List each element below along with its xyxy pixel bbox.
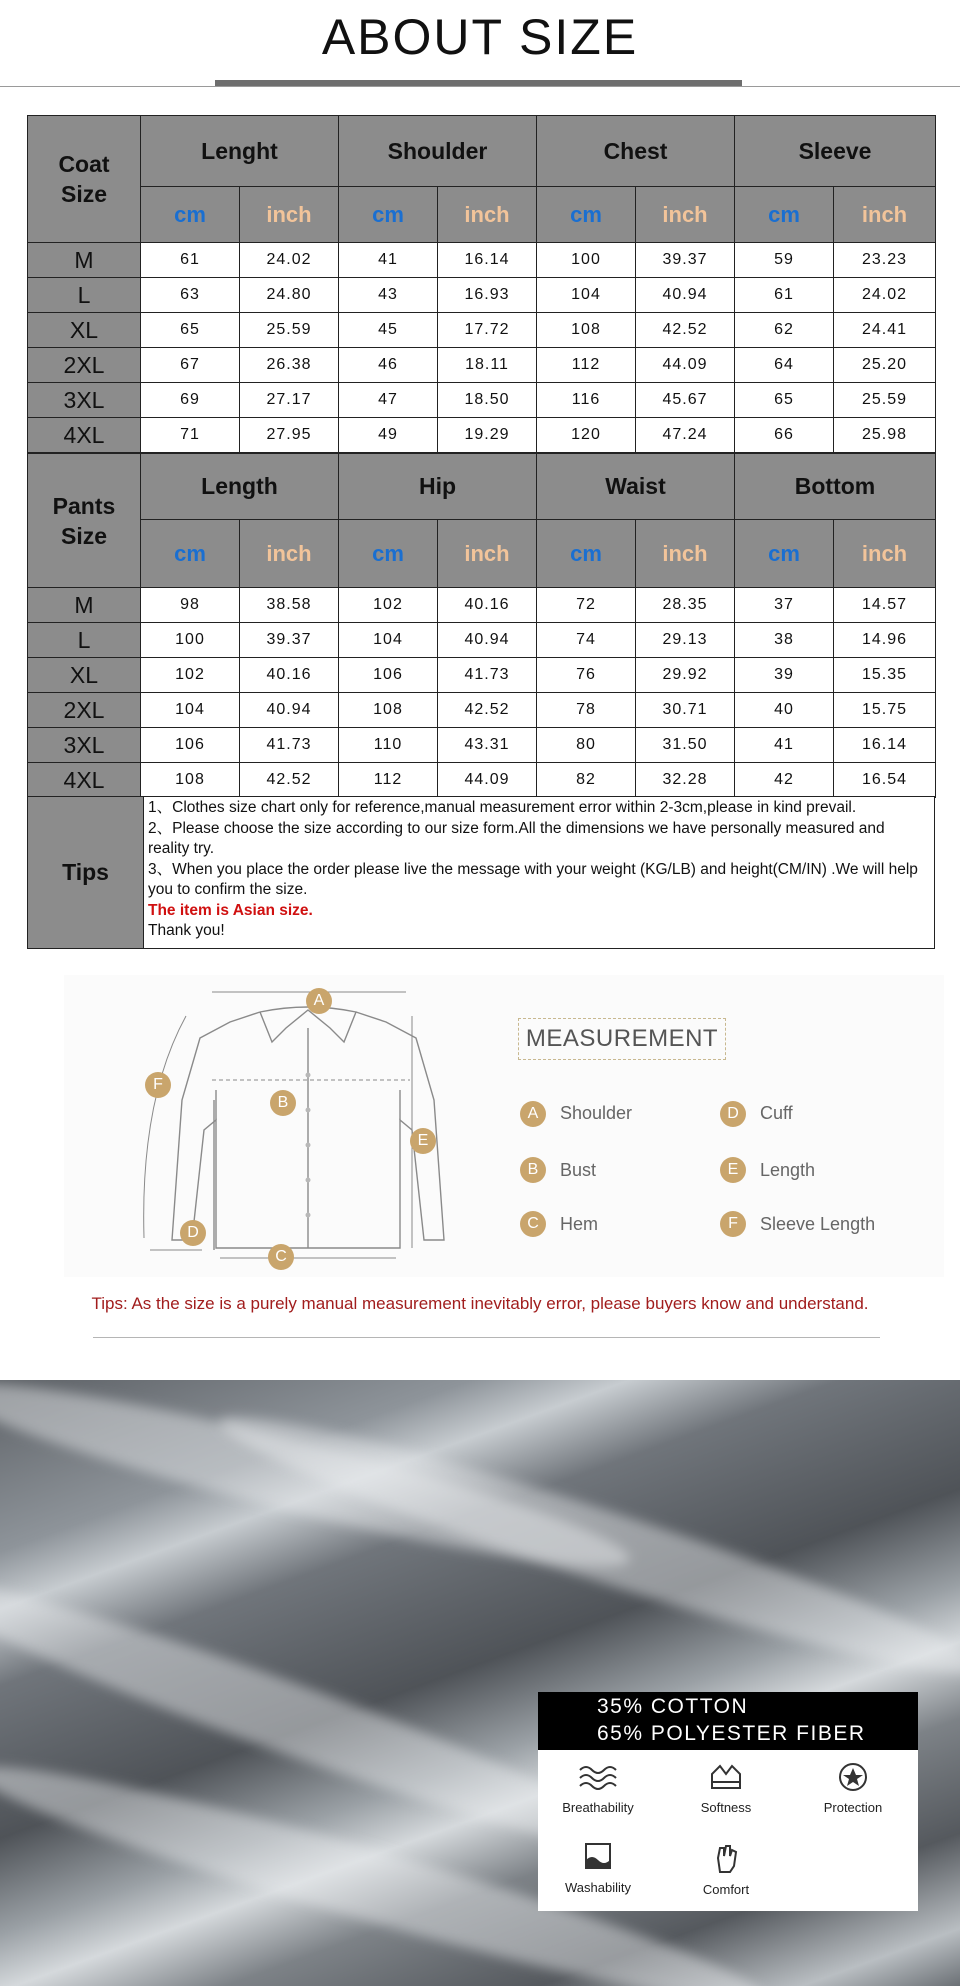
unit-inch: inch: [834, 520, 936, 588]
size-value-cell: 47.24: [636, 418, 735, 453]
material-cotton: 35% COTTON: [597, 1695, 749, 1718]
size-value-cell: 106: [141, 728, 240, 763]
size-value-cell: 74: [537, 623, 636, 658]
unit-cm: cm: [735, 187, 834, 243]
shirt-diagram: [120, 980, 450, 1275]
unit-cm: cm: [339, 187, 438, 243]
tip-line-2: 2、Please choose the size according to our size form.All the dimensions we have personally measured and reality try.: [148, 819, 885, 857]
unit-inch: inch: [240, 187, 339, 243]
feature-comfort: [671, 1844, 781, 1897]
size-value-cell: 80: [537, 728, 636, 763]
size-value-cell: 39.37: [240, 623, 339, 658]
size-value-cell: 24.02: [834, 278, 936, 313]
table-row: [28, 278, 936, 313]
size-value-cell: 14.96: [834, 623, 936, 658]
unit-inch: inch: [438, 187, 537, 243]
size-value-cell: 78: [537, 693, 636, 728]
size-label: 2XL: [28, 693, 141, 728]
legend-label-sleeve-length: Sleeve Length: [760, 1214, 876, 1234]
diagram-badge-f: F: [145, 1072, 171, 1098]
title-divider: [0, 86, 960, 87]
diagram-badge-d: D: [180, 1220, 206, 1246]
size-value-cell: 27.17: [240, 383, 339, 418]
size-value-cell: 45: [339, 313, 438, 348]
size-value-cell: 102: [339, 588, 438, 623]
legend-badge-d: D: [720, 1101, 746, 1127]
size-value-cell: 18.11: [438, 348, 537, 383]
size-value-cell: 16.14: [438, 243, 537, 278]
table-row: [28, 658, 936, 693]
unit-cm: cm: [141, 187, 240, 243]
feature-label: Comfort: [702, 1882, 750, 1897]
size-value-cell: 61: [735, 278, 834, 313]
size-value-cell: 44.09: [438, 763, 537, 798]
feature-washability: [543, 1842, 653, 1895]
size-label: 4XL: [28, 418, 141, 453]
size-value-cell: 24.80: [240, 278, 339, 313]
feature-breathability: [543, 1762, 653, 1815]
tip-line-1: 1、Clothes size chart only for reference,manual measurement error within 2-3cm,please in kind prevail.: [148, 799, 857, 816]
size-value-cell: 27.95: [240, 418, 339, 453]
table-row: [28, 763, 936, 798]
legend-badge-e: E: [720, 1157, 746, 1183]
legend-label-length: Length: [760, 1160, 816, 1180]
size-value-cell: 44.09: [636, 348, 735, 383]
size-value-cell: 40: [735, 693, 834, 728]
legend-badge-b: B: [520, 1157, 546, 1183]
size-value-cell: 38: [735, 623, 834, 658]
feather-icon: [706, 1762, 746, 1792]
size-label: XL: [28, 313, 141, 348]
table-row: [28, 243, 936, 278]
size-value-cell: 45.67: [636, 383, 735, 418]
size-value-cell: 116: [537, 383, 636, 418]
size-value-cell: 98: [141, 588, 240, 623]
pants-group-waist: Waist: [537, 454, 735, 520]
feature-label: Softness: [700, 1800, 752, 1815]
size-value-cell: 63: [141, 278, 240, 313]
legend-badge-f: F: [720, 1211, 746, 1237]
size-value-cell: 14.57: [834, 588, 936, 623]
thank-you-text: Thank you!: [148, 922, 225, 939]
size-value-cell: 42.52: [636, 313, 735, 348]
measurement-divider: [93, 1337, 880, 1338]
legend-label-shoulder: Shoulder: [560, 1103, 633, 1123]
size-value-cell: 25.98: [834, 418, 936, 453]
unit-inch: inch: [438, 520, 537, 588]
size-value-cell: 104: [537, 278, 636, 313]
size-value-cell: 66: [735, 418, 834, 453]
coat-size-table: [27, 115, 936, 453]
size-value-cell: 16.54: [834, 763, 936, 798]
size-value-cell: 39: [735, 658, 834, 693]
size-value-cell: 46: [339, 348, 438, 383]
coat-group-chest: Chest: [537, 116, 735, 187]
feature-softness: [671, 1762, 781, 1815]
size-value-cell: 24.02: [240, 243, 339, 278]
size-value-cell: 19.29: [438, 418, 537, 453]
feature-label: Protection: [823, 1800, 883, 1815]
size-value-cell: 29.13: [636, 623, 735, 658]
size-value-cell: 100: [537, 243, 636, 278]
coat-group-length: Lenght: [141, 116, 339, 187]
size-value-cell: 42: [735, 763, 834, 798]
size-value-cell: 102: [141, 658, 240, 693]
size-value-cell: 25.59: [240, 313, 339, 348]
table-row: [28, 418, 936, 453]
waves-icon: [578, 1762, 618, 1792]
size-value-cell: 41: [735, 728, 834, 763]
size-label: 2XL: [28, 348, 141, 383]
size-value-cell: 61: [141, 243, 240, 278]
size-label: 3XL: [28, 383, 141, 418]
size-value-cell: 15.75: [834, 693, 936, 728]
table-row: [28, 348, 936, 383]
material-polyester: 65% POLYESTER FIBER: [597, 1722, 866, 1745]
size-value-cell: 40.16: [438, 588, 537, 623]
size-label: 4XL: [28, 763, 141, 798]
legend-label-cuff: Cuff: [760, 1103, 793, 1123]
size-label: L: [28, 278, 141, 313]
size-label: XL: [28, 658, 141, 693]
size-value-cell: 49: [339, 418, 438, 453]
size-value-cell: 17.72: [438, 313, 537, 348]
size-value-cell: 106: [339, 658, 438, 693]
size-value-cell: 26.38: [240, 348, 339, 383]
measurement-tip: Tips: As the size is a purely manual measurement inevitably error, please buyers know and understand.: [91, 1294, 869, 1313]
feature-label: Breathability: [562, 1800, 634, 1815]
size-value-cell: 104: [141, 693, 240, 728]
diagram-badge-b: B: [270, 1090, 296, 1116]
unit-cm: cm: [537, 187, 636, 243]
size-value-cell: 23.23: [834, 243, 936, 278]
size-value-cell: 72: [537, 588, 636, 623]
size-value-cell: 64: [735, 348, 834, 383]
size-value-cell: 30.71: [636, 693, 735, 728]
size-value-cell: 65: [141, 313, 240, 348]
washing-icon: [578, 1842, 618, 1872]
size-value-cell: 104: [339, 623, 438, 658]
diagram-badge-e: E: [410, 1128, 436, 1154]
size-value-cell: 120: [537, 418, 636, 453]
size-value-cell: 37: [735, 588, 834, 623]
table-row: [28, 383, 936, 418]
size-value-cell: 43.31: [438, 728, 537, 763]
feature-protection: [798, 1762, 908, 1815]
legend-label-hem: Hem: [560, 1214, 599, 1234]
unit-cm: cm: [537, 520, 636, 588]
unit-cm: cm: [141, 520, 240, 588]
unit-inch: inch: [834, 187, 936, 243]
size-value-cell: 100: [141, 623, 240, 658]
diagram-badge-c: C: [268, 1244, 294, 1270]
size-value-cell: 18.50: [438, 383, 537, 418]
size-value-cell: 62: [735, 313, 834, 348]
size-value-cell: 40.94: [240, 693, 339, 728]
shield-star-icon: [833, 1762, 873, 1792]
table-row: [28, 623, 936, 658]
hand-icon: [706, 1844, 746, 1874]
size-label: 3XL: [28, 728, 141, 763]
unit-cm: cm: [339, 520, 438, 588]
diagram-badge-a: A: [306, 988, 332, 1014]
size-value-cell: 108: [141, 763, 240, 798]
size-value-cell: 65: [735, 383, 834, 418]
size-value-cell: 40.16: [240, 658, 339, 693]
size-value-cell: 32.28: [636, 763, 735, 798]
unit-inch: inch: [636, 520, 735, 588]
size-value-cell: 38.58: [240, 588, 339, 623]
tips-body: [144, 797, 935, 949]
size-value-cell: 41: [339, 243, 438, 278]
size-value-cell: 108: [339, 693, 438, 728]
size-value-cell: 16.14: [834, 728, 936, 763]
size-value-cell: 29.92: [636, 658, 735, 693]
size-value-cell: 43: [339, 278, 438, 313]
tips-table: [27, 796, 935, 949]
coat-size-label: Coat Size: [28, 116, 141, 243]
legend-badge-c: C: [520, 1211, 546, 1237]
size-label: M: [28, 588, 141, 623]
size-value-cell: 112: [537, 348, 636, 383]
size-value-cell: 39.37: [636, 243, 735, 278]
unit-inch: inch: [240, 520, 339, 588]
unit-cm: cm: [735, 520, 834, 588]
size-value-cell: 108: [537, 313, 636, 348]
tips-label: Tips: [28, 797, 144, 949]
pants-group-length: Length: [141, 454, 339, 520]
size-value-cell: 24.41: [834, 313, 936, 348]
table-row: [28, 693, 936, 728]
table-row: [28, 588, 936, 623]
size-value-cell: 47: [339, 383, 438, 418]
tip-line-3: 3、When you place the order please live the message with your weight (KG/LB) and height(CM/IN) .We will help you to confirm the size.: [148, 860, 918, 898]
size-value-cell: 110: [339, 728, 438, 763]
pants-group-bottom: Bottom: [735, 454, 936, 520]
size-value-cell: 76: [537, 658, 636, 693]
size-value-cell: 41.73: [240, 728, 339, 763]
size-value-cell: 25.59: [834, 383, 936, 418]
size-value-cell: 42.52: [438, 693, 537, 728]
size-label: M: [28, 243, 141, 278]
page-title: ABOUT SIZE: [321, 9, 639, 65]
pants-group-hip: Hip: [339, 454, 537, 520]
size-value-cell: 40.94: [636, 278, 735, 313]
size-value-cell: 71: [141, 418, 240, 453]
legend-badge-a: A: [520, 1101, 546, 1127]
size-value-cell: 25.20: [834, 348, 936, 383]
size-value-cell: 67: [141, 348, 240, 383]
size-label: L: [28, 623, 141, 658]
size-value-cell: 40.94: [438, 623, 537, 658]
size-value-cell: 69: [141, 383, 240, 418]
size-value-cell: 28.35: [636, 588, 735, 623]
size-value-cell: 16.93: [438, 278, 537, 313]
table-row: [28, 728, 936, 763]
size-value-cell: 59: [735, 243, 834, 278]
coat-group-sleeve: Sleeve: [735, 116, 936, 187]
size-value-cell: 31.50: [636, 728, 735, 763]
size-value-cell: 112: [339, 763, 438, 798]
measurement-title: MEASUREMENT: [518, 1018, 726, 1060]
legend-label-bust: Bust: [560, 1160, 597, 1180]
size-value-cell: 41.73: [438, 658, 537, 693]
table-row: [28, 313, 936, 348]
pants-size-label: Pants Size: [28, 454, 141, 588]
size-value-cell: 82: [537, 763, 636, 798]
size-value-cell: 15.35: [834, 658, 936, 693]
pants-size-table: [27, 453, 936, 798]
feature-label: Washability: [565, 1880, 631, 1895]
unit-inch: inch: [636, 187, 735, 243]
coat-group-shoulder: Shoulder: [339, 116, 537, 187]
size-value-cell: 42.52: [240, 763, 339, 798]
asian-size-notice: The item is Asian size.: [148, 901, 313, 919]
